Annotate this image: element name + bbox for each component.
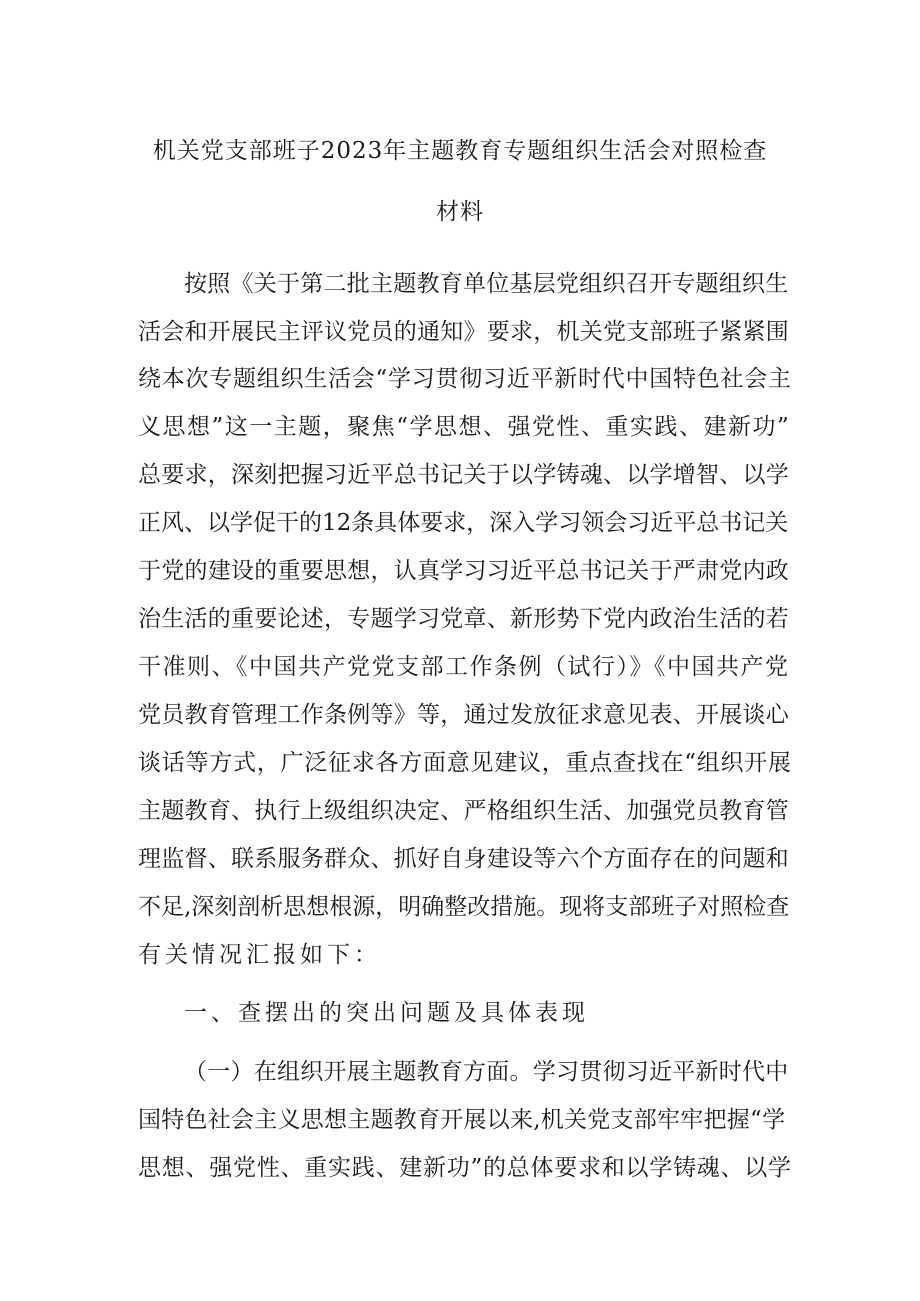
paragraph-1-line-9: 干准则、《中国共产党党支部工作条例（试行）》《中国共产党	[138, 654, 790, 680]
paragraph-1-line-8: 治生活的重要论述，专题学习党章、新形势下党内政治生活的若	[138, 606, 789, 632]
paragraph-3-line-2: 国特色社会主义思想主题教育开展以来,机关党支部牢牢把握“学	[138, 1107, 786, 1133]
paragraph-3-line-1: （一）在组织开展主题教育方面。学习贯彻习近平新时代中	[184, 1059, 789, 1085]
paragraph-1-line-14: 不足,深刻剖析思想根源，明确整改措施。现将支部班子对照检查	[138, 894, 790, 920]
paragraph-1-line-10: 党员教育管理工作条例等》等，通过发放征求意见表、开展谈心	[138, 702, 789, 728]
paragraph-1-line-13: 理监督、联系服务群众、抓好自身建设等六个方面存在的问题和	[138, 846, 789, 872]
paragraph-1-line-1: 按照《关于第二批主题教育单位基层党组织召开专题组织生	[184, 271, 789, 297]
paragraph-1-line-12: 主题教育、执行上级组织决定、严格组织生活、加强党员教育管	[138, 798, 789, 824]
paragraph-1-line-6: 正风、以学促干的12条具体要求，深入学习领会习近平总书记关	[138, 510, 789, 536]
paragraph-1-line-5: 总要求，深刻把握习近平总书记关于以学铸魂、以学增智、以学	[138, 462, 789, 488]
paragraph-1-line-11: 谈话等方式，广泛征求各方面意见建议，重点查找在“组织开展	[138, 750, 792, 776]
document-title-line-1: 机关党支部班子2023年主题教育专题组织生活会对照检查	[152, 138, 768, 164]
paragraph-1-line-4: 义思想”这一主题，聚焦“学思想、强党性、重实践、建新功”	[138, 414, 791, 440]
section-heading-1: 一、查摆出的突出问题及具体表现	[184, 1000, 589, 1026]
document-title-line-2: 材料	[436, 199, 484, 225]
paragraph-1-line-7: 于党的建设的重要思想，认真学习习近平总书记关于严肃党内政	[138, 558, 789, 584]
paragraph-1-line-2: 活会和开展民主评议党员的通知》要求，机关党支部班子紧紧围	[138, 319, 789, 345]
paragraph-1-line-3: 绕本次专题组织生活会“学习贯彻习近平新时代中国特色社会主	[138, 366, 792, 392]
paragraph-3-line-3: 思想、强党性、重实践、建新功”的总体要求和以学铸魂、以学	[138, 1155, 792, 1181]
paragraph-1-line-15: 有关情况汇报如下：	[138, 942, 381, 968]
